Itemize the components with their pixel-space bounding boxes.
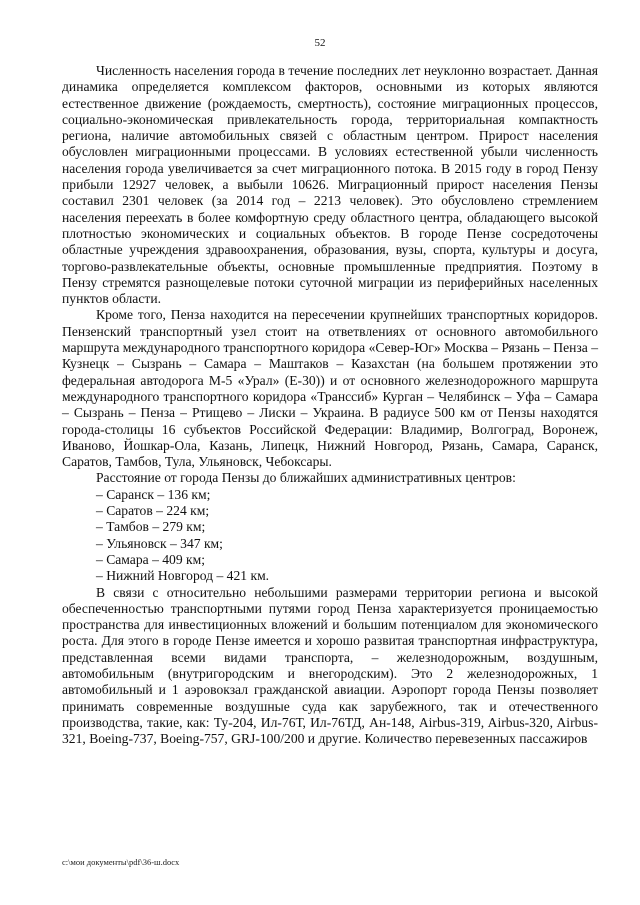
paragraph-transport-corridors: Кроме того, Пенза находится на пересечении крупнейших транспортных коридоров. Пензенский транспортный узел стоит на ответвлениях от основного автомобильного маршрута международного транспортного коридора «Север-Юг» Москва – Рязань – Пенза – Кузнецк – Сызрань – Самара – Маштаков – Казахстан (на большем протяжении это федеральная автодорога М-5 «Урал» (Е-30)) и от основного железнодорожного маршрута международного транспортного коридора «Транссиб» Курган – Челябинск – Уфа – Самара – Сызрань – Пенза – Ртищево – Лиски – Украина. В радиусе 500 км от Пензы находятся города-столицы 16 субъектов Российской Федерации: Владимир, Волгоград, Воронеж, Иваново, Йошкар-Ола, Казань, Липецк, Нижний Новгород, Рязань, Самара, Саранск, Саратов, Тамбов, Тула, Ульяновск, Чебоксары. [62,307,598,470]
paragraph-population: Численность населения города в течение последних лет неуклонно возрастает. Данная динамика определяется комплексом факторов, основными из которых являются естественное движение (рождаемость, смертность), состояние миграционных процессов, социально-экономическая привлекательность города, территориальная компактность региона, наличие автомобильных связей с областным центром. Прирост населения обусловлен миграционными процессами. В условиях естественной убыли численность населения города увеличивается за счет миграционного потока. В 2015 году в город Пензу прибыли 12927 человек, а выбыли 10626. Миграционный прирост населения Пензы составил 2301 человек (за 2014 год – 2213 человек). Это обусловлено стремлением населения переехать в более комфортную среду областного центра, обладающего высокой плотностью экономических и социальных объектов. В городе Пензе сосредоточены областные учреждения здравоохранения, образования, вузы, спорта, культуры и досуга, торгово-развлекательные объекты, основные промышленные предприятия. Поэтому в Пензу стремятся разнощелевые потоки суточной миграции из периферийных населенных пунктов области. [62,63,598,307]
paragraph-infrastructure: В связи с относительно небольшими размерами территории региона и высокой обеспеченностью транспортными путями город Пенза характеризуется проницаемостью пространства для инвестиционных вложений и большим потенциалом для экономического роста. Для этого в городе Пензе имеется и хорошо развитая транспортная инфраструктура, представленная всеми видами транспорта, – железнодорожным, воздушным, автомобильным (внутригородским и внегородским). Это 2 железнодорожных, 1 автомобильный и 1 аэровокзал гражданской авиации. Аэропорт города Пензы позволяет принимать современные воздушные суда как зарубежного, так и отечественного производства, такие, как: Ту-204, Ил-76Т, Ил-76ТД, Ан-148, Airbus-319, Airbus-320, Airbus-321, Boeing-737, Boeing-757, GRJ-100/200 и другие. Количество перевезенных пассажиров [62,584,598,747]
list-item: – Нижний Новгород – 421 км. [96,568,270,584]
list-item: – Саранск – 136 км; [96,486,211,502]
footer-file-path: c:\мои документы\pdf\36-ш.docx [62,857,180,867]
document-body [62,63,598,747]
list-item: – Саратов – 224 км; [96,503,210,519]
list-item: – Ульяновск – 347 км; [96,535,223,551]
page-number: 52 [314,37,326,49]
distances-list [62,487,598,585]
paragraph-distances-intro: Расстояние от города Пензы до ближайших административных центров: [96,470,516,486]
list-item: – Тамбов – 279 км; [96,519,206,535]
list-item: – Самара – 409 км; [96,551,206,567]
